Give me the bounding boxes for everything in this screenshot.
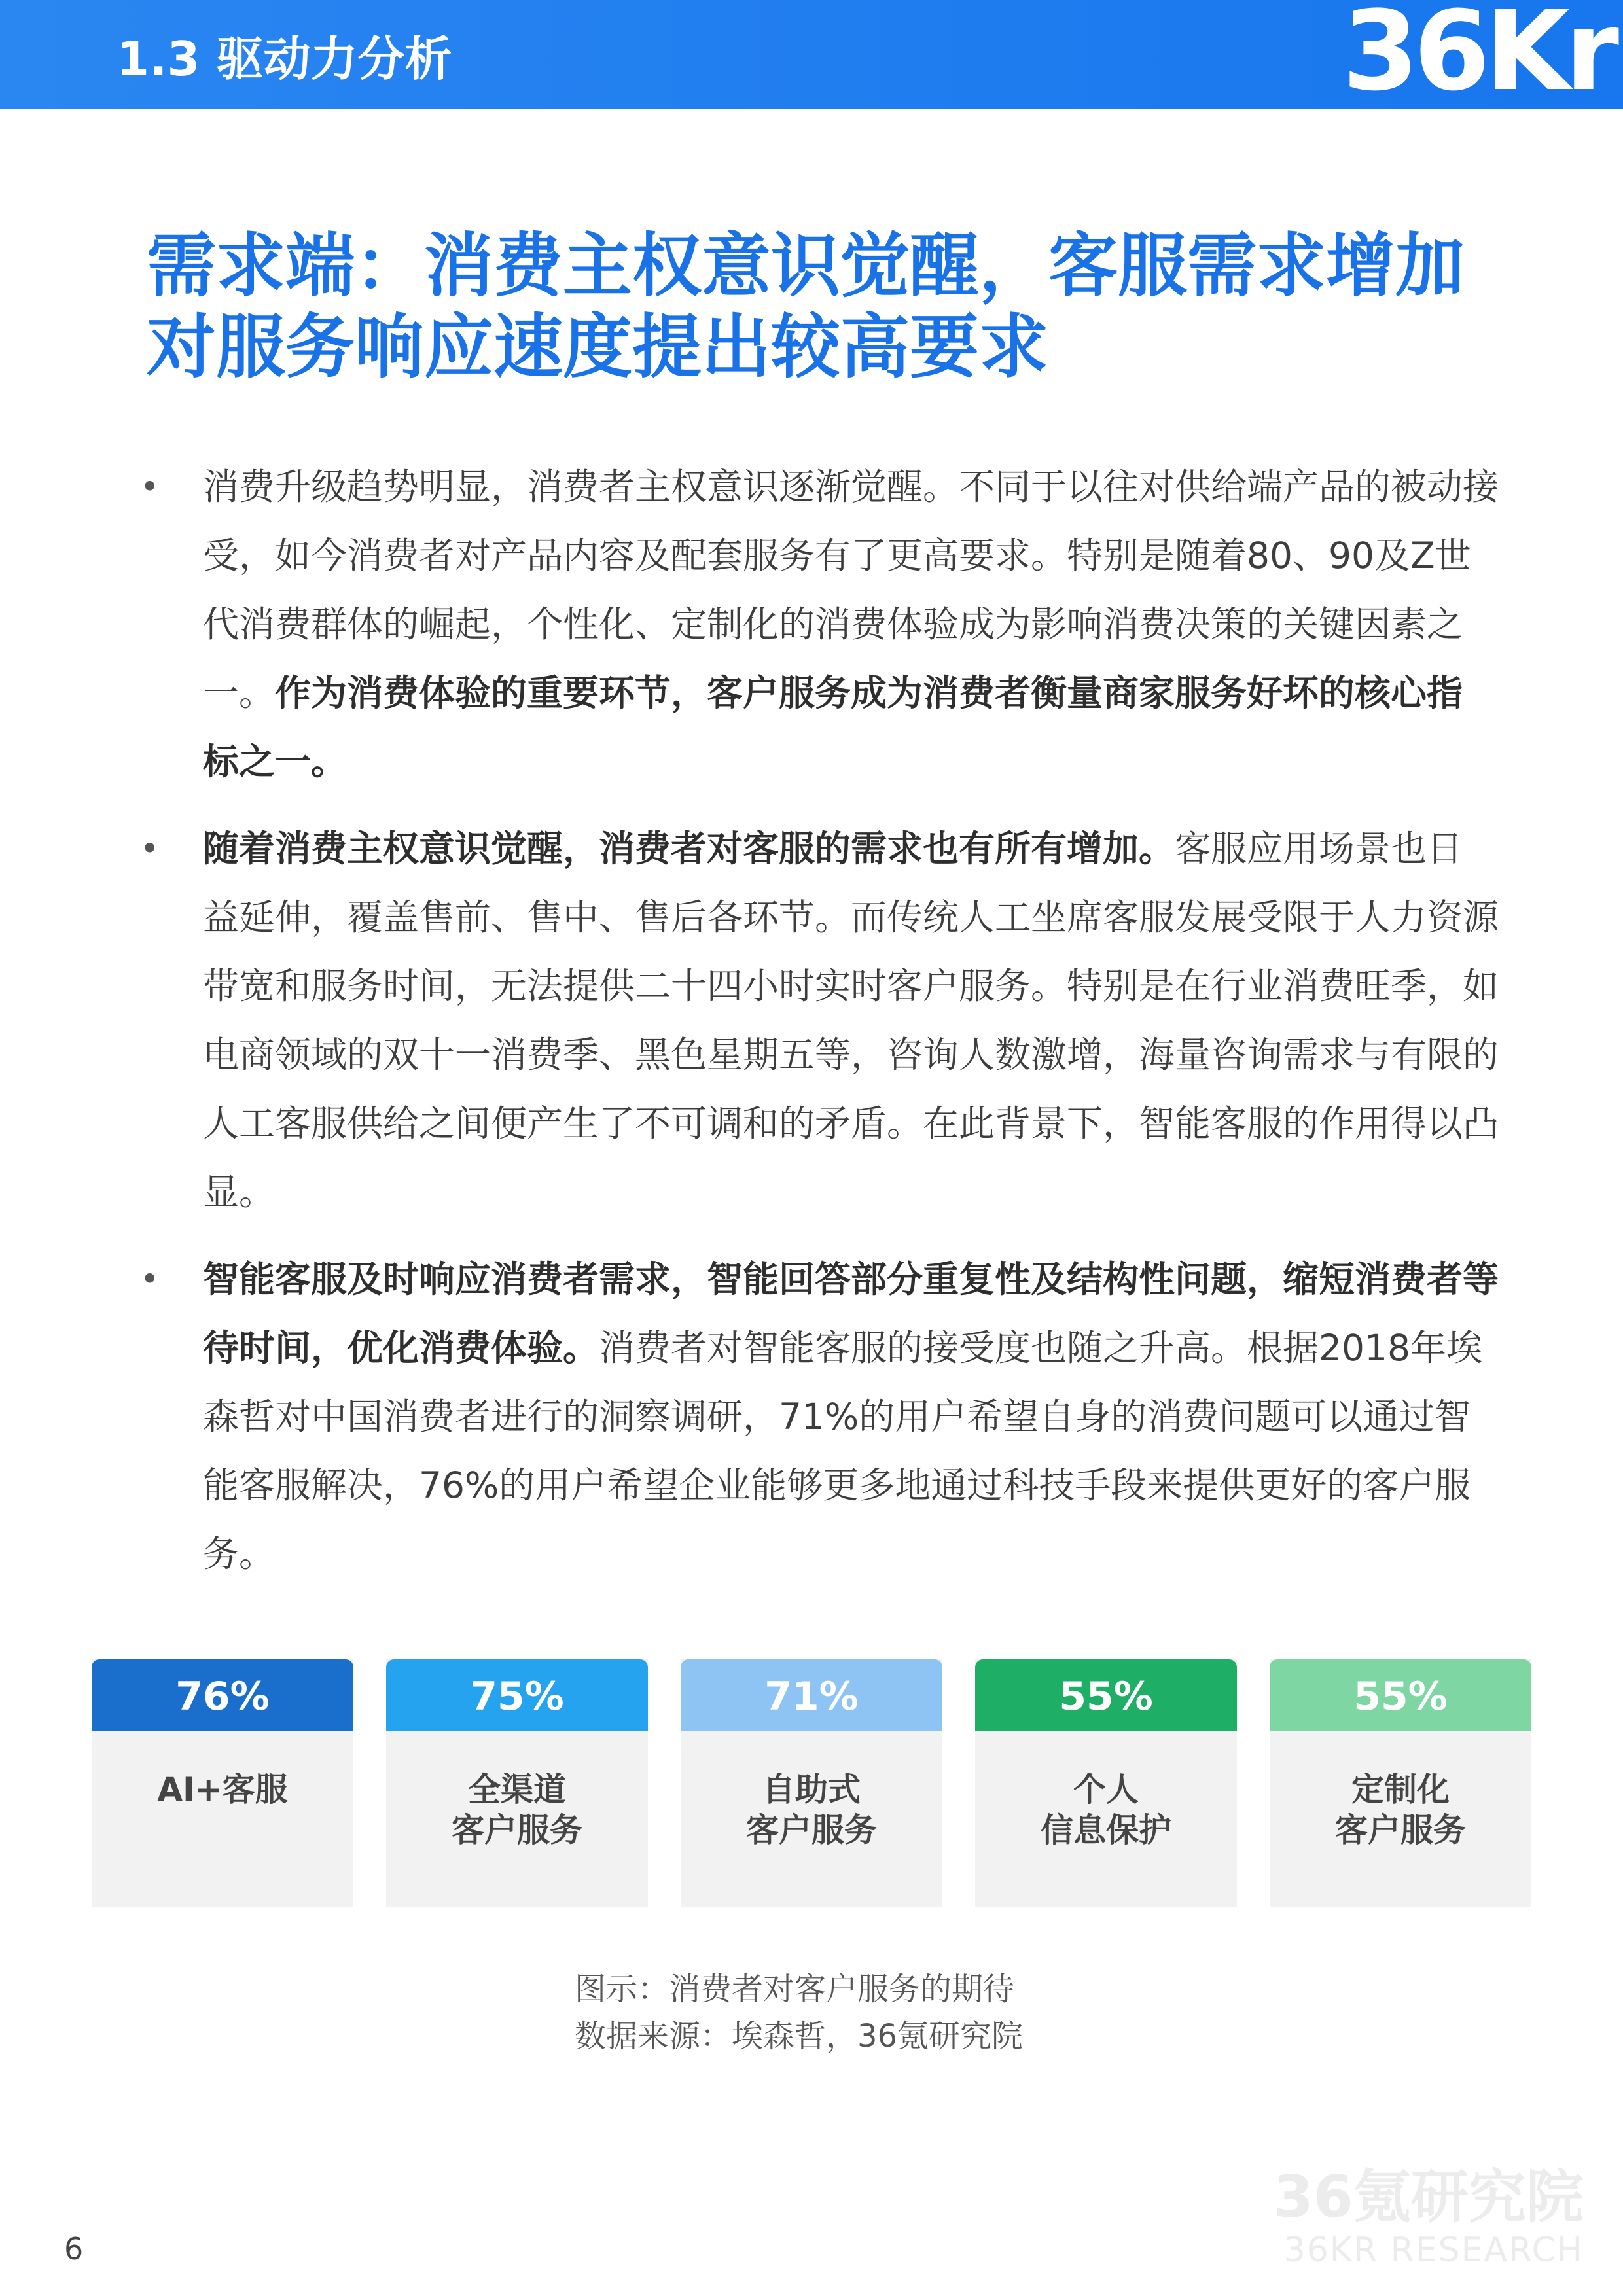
bullet-text-plain: 消费升级趋势明显，消费者主权意识逐渐觉醒。不同于以往对供给端产品的被动接受，如今消费者对产品内容及配套服务有了更高要求。特别是随着80、90及Z世代消费群体的崛起，个性化、定制化的消费体验成为影响消费决策的关键因素之一。 [203, 466, 1499, 714]
bullet-list [137, 453, 1499, 1607]
bullet-text-plain: 消费者对智能客服的接受度也随之升高。根据2018年埃森哲对中国消费者进行的洞察调研，71%的用户希望自身的消费问题可以通过智能客服解决，76%的用户希望企业能够更多地通过科技手段来提供更好的客户服务。 [203, 1327, 1482, 1575]
watermark-en: 36KR RESEARCH [1283, 2231, 1584, 2270]
bullet-item [137, 453, 1499, 796]
stat-value: 71% [681, 1659, 942, 1731]
watermark [1274, 2164, 1584, 2270]
stat-card [1270, 1659, 1531, 1907]
bullet-dot-icon: • [140, 1260, 160, 1298]
stat-value: 75% [386, 1659, 648, 1731]
section-label: 1.3 驱动力分析 [116, 31, 452, 86]
page-title: 需求端：消费主权意识觉醒，客服需求增加对服务响应速度提出较高要求 [147, 226, 1465, 387]
bullet-text-bold: 随着消费主权意识觉醒，消费者对客服的需求也有所有增加。 [203, 828, 1175, 870]
stat-label: 个人 信息保护 [1041, 1771, 1171, 1849]
bullet-text-bold: 作为消费体验的重要环节，客户服务成为消费者衡量商家服务好坏的核心指标之一。 [203, 672, 1463, 783]
watermark-cn: 36氪研究院 [1273, 2163, 1584, 2231]
page-number: 6 [64, 2231, 84, 2267]
stat-card [975, 1659, 1237, 1907]
stat-value: 76% [92, 1659, 353, 1731]
stat-card [92, 1659, 353, 1907]
stat-value: 55% [1270, 1659, 1531, 1731]
bullet-text-bold: 智能客服及时响应消费者需求，智能回答部分重复性及结构性问题，缩短消费者等待时间，优化消费体验。 [203, 1258, 1499, 1369]
stat-value: 55% [975, 1659, 1237, 1731]
stat-label: 定制化 客户服务 [1335, 1771, 1466, 1849]
stat-label: AI+客服 [157, 1771, 288, 1809]
stat-cards [92, 1659, 1531, 1908]
stat-card [386, 1659, 648, 1907]
caption-source: 数据来源：埃森哲，36氪研究院 [575, 2018, 1024, 2055]
bullet-dot-icon: • [140, 468, 160, 506]
stat-card [681, 1659, 942, 1907]
bullet-text-plain: 客服应用场景也日益延伸，覆盖售前、售中、售后各环节。而传统人工坐席客服发展受限于人力资源带宽和服务时间，无法提供二十四小时实时客户服务。特别是在行业消费旺季，如电商领域的双十一消费季、黑色星期五等，咨询人数激增，海量咨询需求与有限的人工客服供给之间便产生了不可调和的矛盾。在此背景下，智能客服的作用得以凸显。 [203, 828, 1499, 1213]
bullet-item [137, 1245, 1499, 1589]
36kr-logo: 36Kr [1342, 0, 1614, 115]
stat-label: 全渠道 客户服务 [452, 1771, 582, 1849]
bullet-item [137, 815, 1499, 1227]
figure-caption [575, 1966, 1023, 2060]
header-bar [0, 0, 1623, 115]
stat-label: 自助式 客户服务 [746, 1771, 877, 1849]
caption-figure: 图示：消费者对客户服务的期待 [575, 1971, 1015, 2007]
bullet-dot-icon: • [140, 830, 160, 868]
